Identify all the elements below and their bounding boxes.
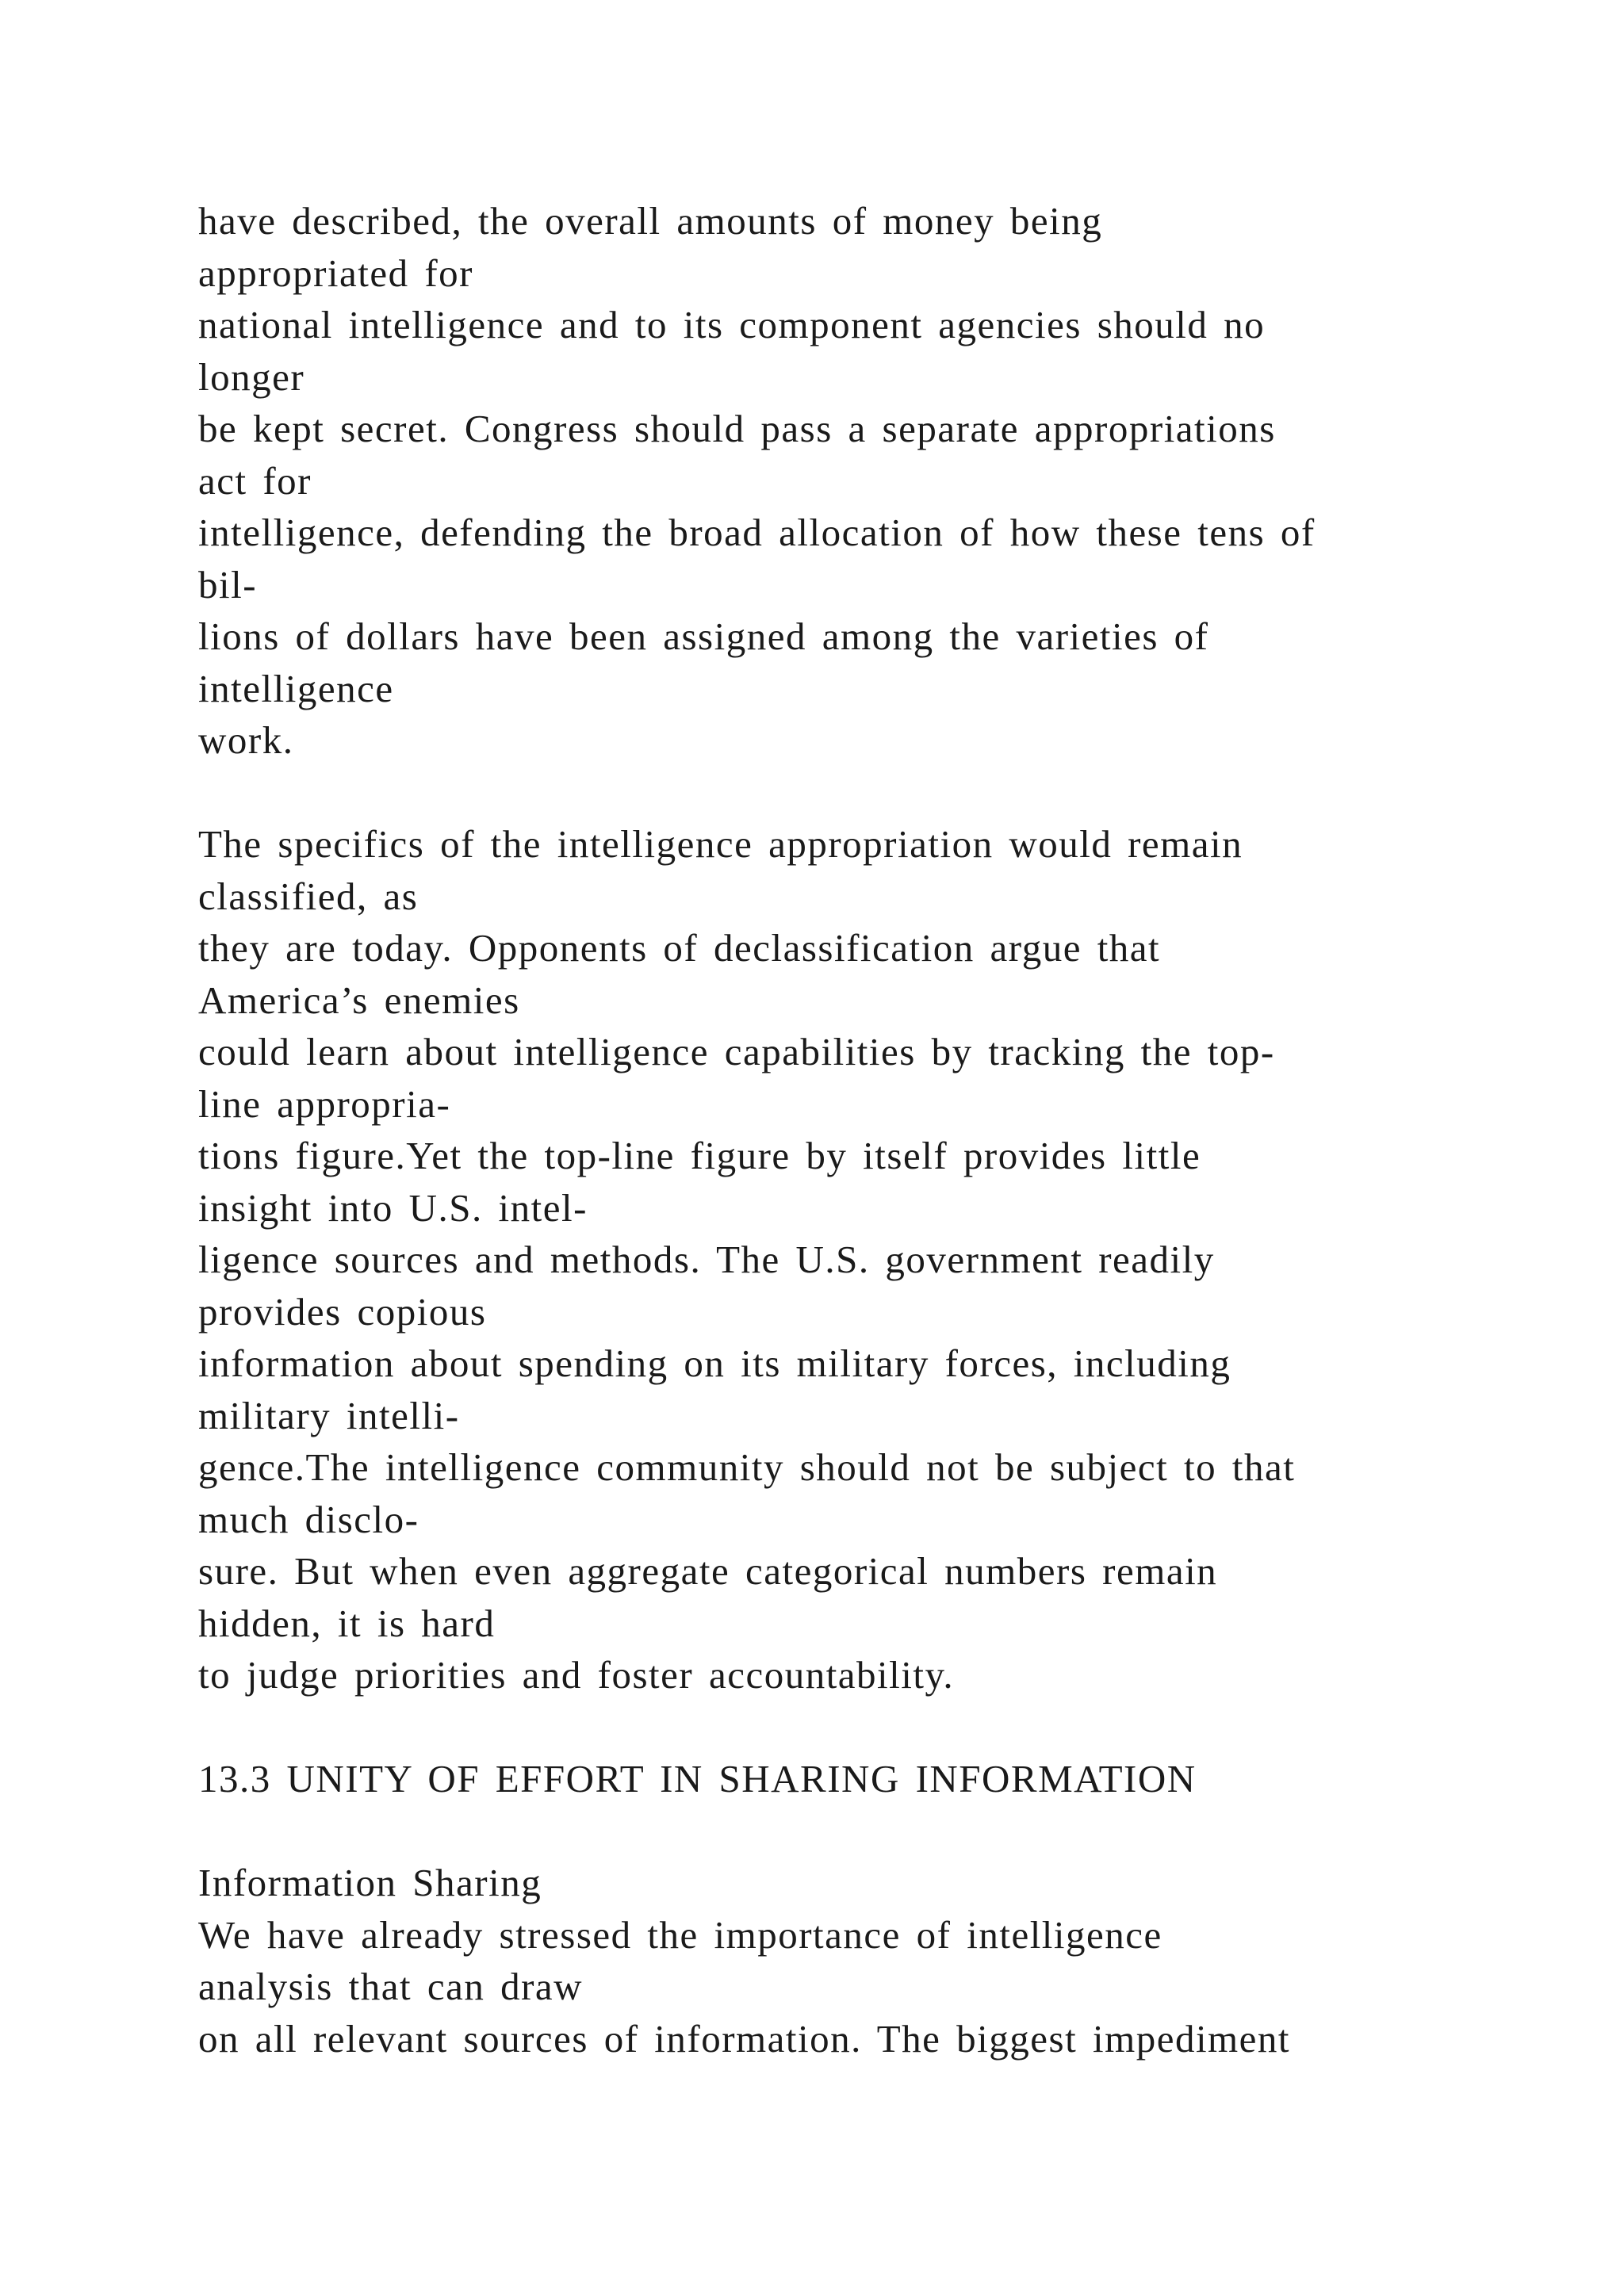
paragraph-1: [198, 195, 1546, 767]
text-line: insight into U.S. intel-: [198, 1185, 588, 1230]
text-line: gence.The intelligence community should not be subject to that: [198, 1445, 1296, 1489]
text-line: sure. But when even aggregate categorical numbers remain: [198, 1549, 1218, 1593]
paragraph-3: [198, 1909, 1546, 2065]
text-line: act for: [198, 458, 312, 503]
text-line: have described, the overall amounts of money being: [198, 199, 1103, 243]
paragraph-gap: [198, 1805, 1546, 1858]
text-line: classified, as: [198, 874, 419, 918]
text-line: ligence sources and methods. The U.S. government readily: [198, 1238, 1215, 1281]
subheading: Information Sharing: [198, 1861, 542, 1904]
text-line: We have already stressed the importance of intelligence: [198, 1912, 1162, 1957]
text-line: provides copious: [198, 1289, 487, 1334]
text-line: work.: [198, 718, 294, 762]
paragraph-gap: [198, 767, 1546, 819]
text-line: hidden, it is hard: [198, 1601, 496, 1645]
section-heading: 13.3 UNITY OF EFFORT IN SHARING INFORMATION: [198, 1757, 1197, 1800]
text-line: bil-: [198, 562, 258, 607]
text-column: [198, 195, 1546, 2064]
text-line: to judge priorities and foster accountability.: [198, 1653, 955, 1697]
text-line: lions of dollars have been assigned among the varieties of: [198, 614, 1209, 658]
text-line: The specifics of the intelligence appropriation would remain: [198, 822, 1243, 866]
text-line: intelligence, defending the broad allocation of how these tens of: [198, 511, 1316, 554]
text-line: intelligence: [198, 666, 394, 710]
paragraph-2: [198, 818, 1546, 1701]
text-line: America’s enemies: [198, 978, 520, 1022]
paragraph-gap: [198, 1701, 1546, 1754]
text-line: much disclo-: [198, 1497, 419, 1541]
text-line: could learn about intelligence capabilities by tracking the top-: [198, 1030, 1275, 1073]
text-line: appropriated for: [198, 251, 473, 295]
text-line: analysis that can draw: [198, 1965, 584, 2008]
text-line: information about spending on its military forces, including: [198, 1341, 1231, 1385]
text-line: they are today. Opponents of declassification argue that: [198, 926, 1161, 970]
text-line: military intelli-: [198, 1393, 460, 1437]
text-line: longer: [198, 354, 305, 399]
text-line: national intelligence and to its component agencies should no: [198, 303, 1266, 346]
text-line: be kept secret. Congress should pass a separate appropriations: [198, 407, 1276, 450]
text-line: tions figure.Yet the top-line figure by itself provides little: [198, 1134, 1201, 1177]
text-line: on all relevant sources of information. The biggest impediment: [198, 2016, 1291, 2061]
text-line: line appropria-: [198, 1081, 451, 1126]
